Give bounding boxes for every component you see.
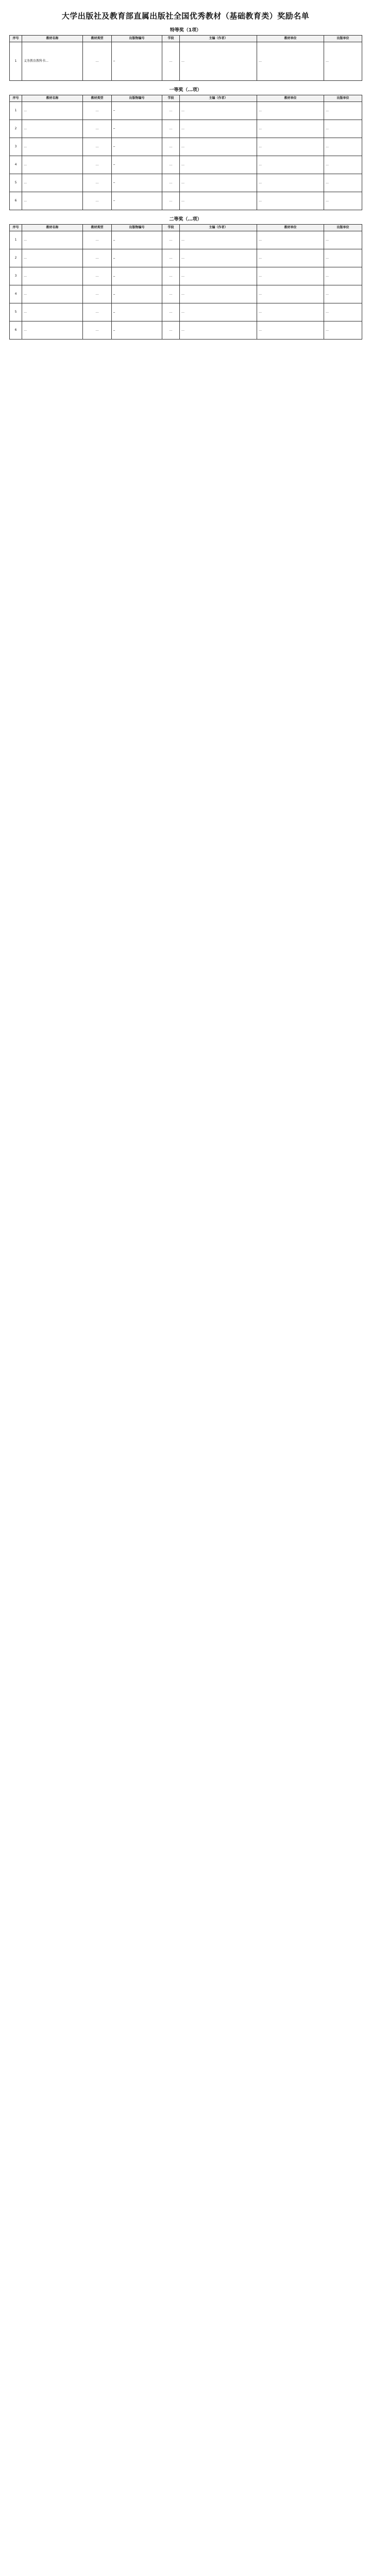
publication-number: … (112, 321, 162, 340)
row-number: 4 (10, 156, 22, 174)
compiling-unit: … (257, 249, 324, 267)
award-sections (9, 26, 362, 340)
row-number: 3 (10, 138, 22, 156)
column-header-isbn: 出版物编号 (112, 225, 162, 231)
chief-editors: … (180, 42, 257, 81)
textbook-name: … (22, 285, 83, 303)
publisher-name: … (324, 321, 362, 340)
publication-number: … (112, 120, 162, 138)
column-header-isbn: 出版物编号 (112, 95, 162, 102)
compiling-unit: … (257, 321, 324, 340)
compiling-unit: … (257, 156, 324, 174)
table-header-row (10, 36, 362, 42)
table-row (10, 285, 362, 303)
chief-editors: … (180, 192, 257, 210)
row-number: 6 (10, 321, 22, 340)
textbook-name: … (22, 120, 83, 138)
school-level: … (162, 285, 180, 303)
column-header-authors: 主编（作者） (180, 95, 257, 102)
publisher-name: … (324, 42, 362, 81)
textbook-type: … (83, 156, 112, 174)
publisher-name: … (324, 120, 362, 138)
publisher-name: … (324, 174, 362, 192)
chief-editors: … (180, 138, 257, 156)
document-title: 大学出版社及教育部直属出版社全国优秀教材（基础教育类）奖励名单 (61, 11, 310, 21)
school-level: … (162, 42, 180, 81)
table-row (10, 156, 362, 174)
column-header-org: 教材单位 (257, 36, 324, 42)
column-header-type: 教材类型 (83, 95, 112, 102)
chief-editors: … (180, 321, 257, 340)
school-level: … (162, 192, 180, 210)
publication-number: … (112, 174, 162, 192)
publisher-name: … (324, 231, 362, 249)
publication-number: … (112, 192, 162, 210)
row-number: 2 (10, 120, 22, 138)
textbook-name: … (22, 231, 83, 249)
row-number: 3 (10, 267, 22, 285)
textbook-type: … (83, 303, 112, 321)
column-header-name: 教材名称 (22, 36, 83, 42)
column-header-level: 学段 (162, 95, 180, 102)
row-number: 1 (10, 102, 22, 120)
textbook-name: … (22, 174, 83, 192)
chief-editors: … (180, 120, 257, 138)
column-header-no: 序号 (10, 95, 22, 102)
column-header-level: 学段 (162, 225, 180, 231)
textbook-name: … (22, 303, 83, 321)
textbook-name: … (22, 138, 83, 156)
column-header-publisher: 出版单位 (324, 225, 362, 231)
compiling-unit: … (257, 120, 324, 138)
textbook-name: … (22, 192, 83, 210)
chief-editors: … (180, 285, 257, 303)
publisher-name: … (324, 249, 362, 267)
column-header-type: 教材类型 (83, 225, 112, 231)
publication-number: … (112, 267, 162, 285)
school-level: … (162, 249, 180, 267)
compiling-unit: … (257, 267, 324, 285)
column-header-isbn: 出版物编号 (112, 36, 162, 42)
school-level: … (162, 267, 180, 285)
column-header-publisher: 出版单位 (324, 95, 362, 102)
textbook-name: 义务教育教科书… (22, 42, 83, 81)
publisher-name: … (324, 303, 362, 321)
school-level: … (162, 156, 180, 174)
chief-editors: … (180, 303, 257, 321)
compiling-unit: … (257, 285, 324, 303)
textbook-type: … (83, 120, 112, 138)
table-row (10, 321, 362, 340)
textbook-name: … (22, 321, 83, 340)
publisher-name: … (324, 285, 362, 303)
chief-editors: … (180, 156, 257, 174)
chief-editors: … (180, 267, 257, 285)
publisher-name: … (324, 192, 362, 210)
table-row (10, 174, 362, 192)
textbook-type: … (83, 192, 112, 210)
column-header-publisher: 出版单位 (324, 36, 362, 42)
publisher-name: … (324, 138, 362, 156)
section-heading: 特等奖（1项） (170, 28, 201, 33)
row-number: 6 (10, 192, 22, 210)
compiling-unit: … (257, 231, 324, 249)
table-row (10, 231, 362, 249)
school-level: … (162, 303, 180, 321)
school-level: … (162, 120, 180, 138)
school-level: … (162, 174, 180, 192)
award-table (9, 224, 362, 340)
publisher-name: … (324, 102, 362, 120)
chief-editors: … (180, 174, 257, 192)
publication-number: … (112, 42, 162, 81)
compiling-unit: … (257, 138, 324, 156)
column-header-no: 序号 (10, 225, 22, 231)
school-level: … (162, 102, 180, 120)
row-number: 5 (10, 303, 22, 321)
chief-editors: … (180, 249, 257, 267)
column-header-level: 学段 (162, 36, 180, 42)
compiling-unit: … (257, 42, 324, 81)
textbook-type: … (83, 267, 112, 285)
publication-number: … (112, 303, 162, 321)
column-header-type: 教材类型 (83, 36, 112, 42)
chief-editors: … (180, 102, 257, 120)
textbook-name: … (22, 249, 83, 267)
section-heading: 二等奖（…项） (169, 217, 202, 223)
table-row (10, 138, 362, 156)
publication-number: … (112, 156, 162, 174)
publication-number: … (112, 102, 162, 120)
compiling-unit: … (257, 192, 324, 210)
table-header-row (10, 225, 362, 231)
row-number: 1 (10, 42, 22, 81)
textbook-type: … (83, 249, 112, 267)
column-header-name: 教材名称 (22, 225, 83, 231)
compiling-unit: … (257, 174, 324, 192)
textbook-type: … (83, 174, 112, 192)
textbook-type: … (83, 138, 112, 156)
table-row (10, 267, 362, 285)
row-number: 4 (10, 285, 22, 303)
award-table (9, 95, 362, 210)
row-number: 5 (10, 174, 22, 192)
textbook-type: … (83, 42, 112, 81)
award-table (9, 35, 362, 81)
textbook-name: … (22, 267, 83, 285)
row-number: 2 (10, 249, 22, 267)
textbook-type: … (83, 102, 112, 120)
publisher-name: … (324, 267, 362, 285)
publisher-name: … (324, 156, 362, 174)
textbook-name: … (22, 156, 83, 174)
textbook-type: … (83, 285, 112, 303)
school-level: … (162, 138, 180, 156)
textbook-type: … (83, 321, 112, 340)
table-row (10, 42, 362, 81)
school-level: … (162, 321, 180, 340)
table-row (10, 249, 362, 267)
publication-number: … (112, 285, 162, 303)
compiling-unit: … (257, 303, 324, 321)
table-row (10, 192, 362, 210)
column-header-authors: 主编（作者） (180, 36, 257, 42)
textbook-type: … (83, 231, 112, 249)
column-header-org: 教材单位 (257, 225, 324, 231)
section-heading: 一等奖（…项） (169, 88, 202, 93)
school-level: … (162, 231, 180, 249)
publication-number: … (112, 249, 162, 267)
chief-editors: … (180, 231, 257, 249)
award-list-page (0, 0, 371, 350)
publication-number: … (112, 138, 162, 156)
table-header-row (10, 95, 362, 102)
textbook-name: … (22, 102, 83, 120)
table-row (10, 120, 362, 138)
table-row (10, 303, 362, 321)
column-header-name: 教材名称 (22, 95, 83, 102)
row-number: 1 (10, 231, 22, 249)
column-header-authors: 主编（作者） (180, 225, 257, 231)
publication-number: … (112, 231, 162, 249)
table-row (10, 102, 362, 120)
column-header-org: 教材单位 (257, 95, 324, 102)
compiling-unit: … (257, 102, 324, 120)
column-header-no: 序号 (10, 36, 22, 42)
